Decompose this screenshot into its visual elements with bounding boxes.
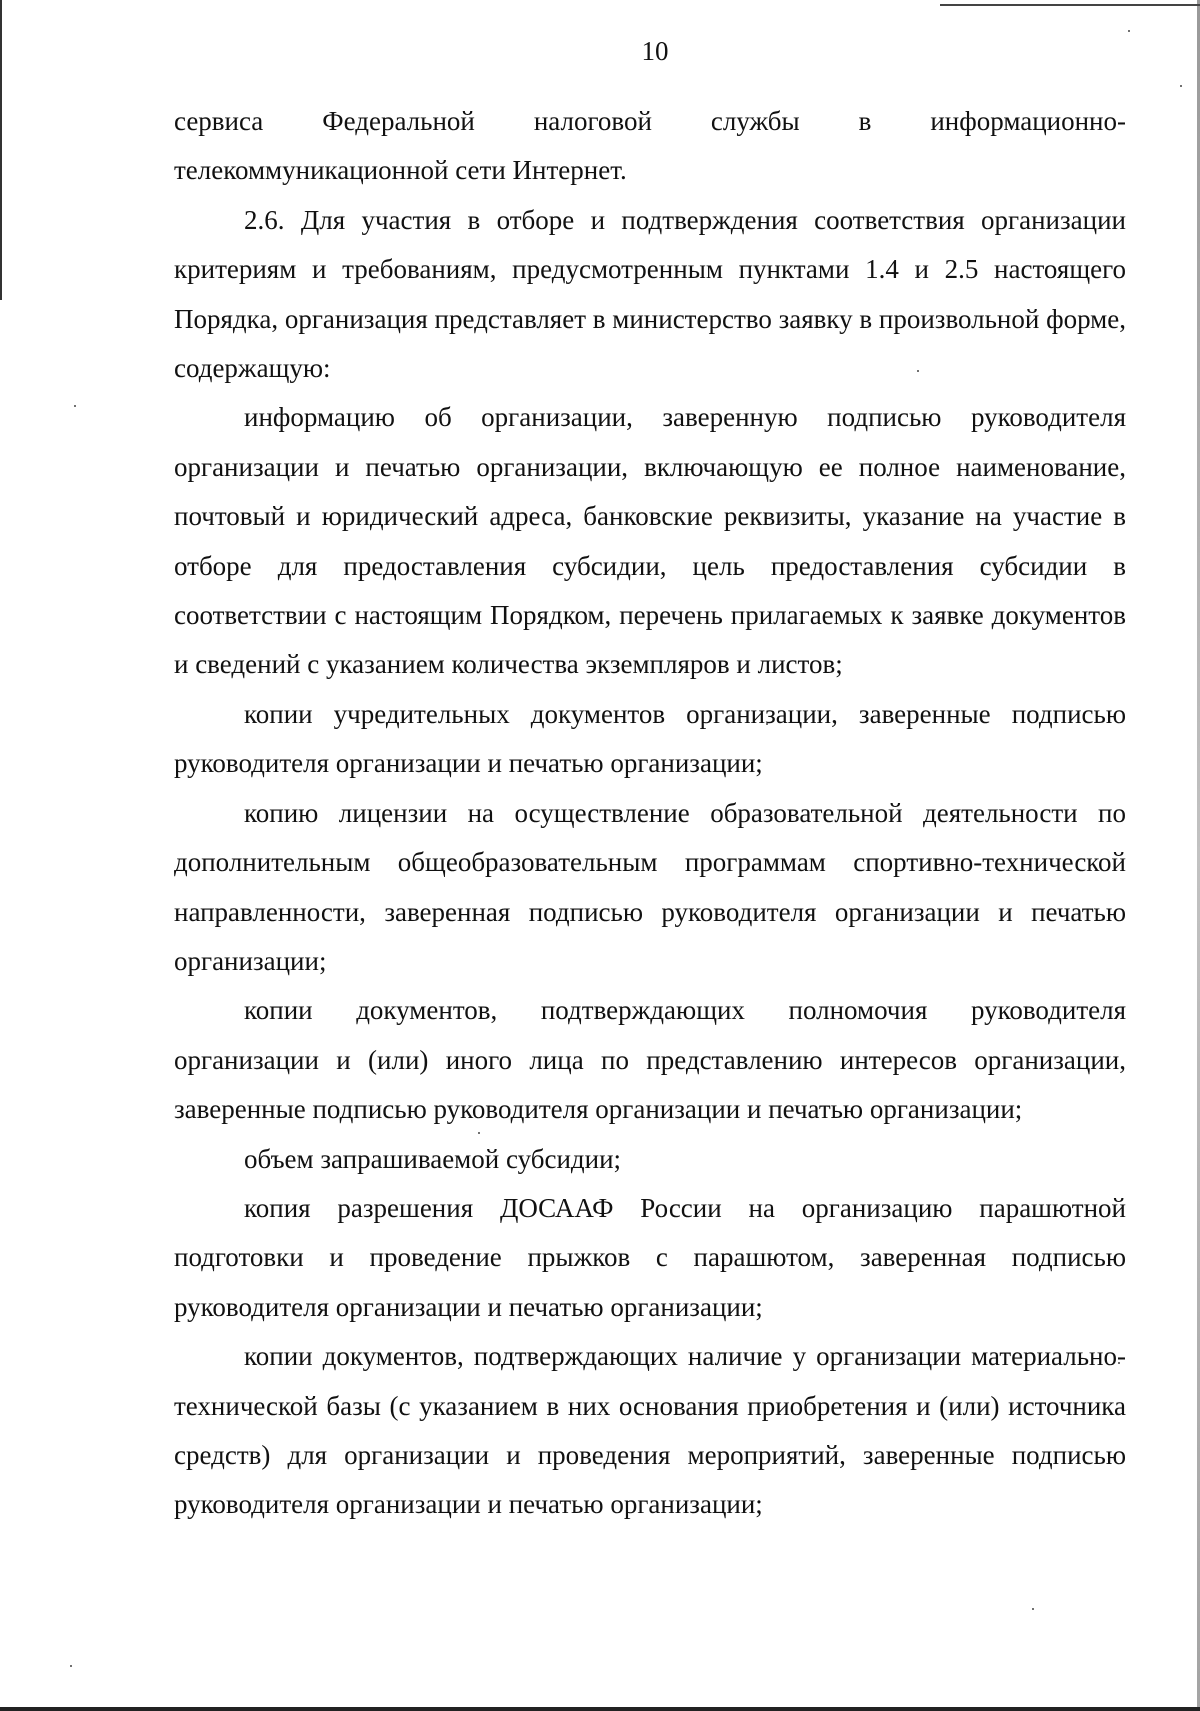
scan-speck	[1180, 85, 1182, 87]
paragraph-continuation: сервиса Федеральной налоговой службы в информационно-телекоммуникационной сети Интернет.	[174, 106, 1126, 186]
scan-speck	[1128, 30, 1130, 32]
scan-edge-top	[940, 4, 1200, 6]
paragraph-org-info: информацию об организации, заверенную подписью руководителя организации и печатью организации, включающую ее полное наименование, почтовый и юридический адреса, банковские реквизиты, указание на участие в отборе для предоставления субсидии, цель предоставления субсидии в соответствии с настоящим Порядком, перечень прилагаемых к заявке документов и сведений с указанием количества экземпляров и листов;	[174, 402, 1126, 680]
paragraph-license: копию лицензии на осуществление образовательной деятельности по дополнительным общеобразовательным программам спортивно-технической направленности, заверенная подписью руководителя организации и печатью организации;	[174, 797, 1126, 976]
paragraph-subsidy-amount: объем запрашиваемой субсидии;	[244, 1143, 622, 1174]
paragraph-material-base: копии документов, подтверждающих наличие у организации материально-технической базы (с указанием в них основания приобретения и (или) источника средств) для организации и проведения мероприятий, заверенные подписью руководителя организации и печатью организации;	[174, 1341, 1126, 1520]
paragraph-founding-docs: копии учредительных документов организации, заверенные подписью руководителя организации и печатью организации;	[174, 698, 1126, 779]
document-body	[174, 97, 1126, 1530]
paragraph-authority-docs: копии документов, подтверждающих полномочия руководителя организации и (или) иного лица по представлению интересов организации, заверенные подписью руководителя организации и печатью организации;	[174, 995, 1126, 1125]
paragraph-dosaaf-permit: копия разрешения ДОСААФ России на организацию парашютной подготовки и проведение прыжков с парашютом, заверенная подписью руководителя организации и печатью организации;	[174, 1192, 1126, 1322]
page-number: 10	[641, 36, 669, 66]
scan-speck	[1032, 1608, 1034, 1610]
scan-edge-bottom	[0, 1707, 1200, 1711]
scan-speck	[74, 405, 76, 407]
paragraph-clause-2-6: 2.6. Для участия в отборе и подтверждения соответствия организации критериям и требованиям, предусмотренным пунктами 1.4 и 2.5 настоящего Порядка, организация представляет в министерство заявку в произвольной форме, содержащую:	[174, 204, 1126, 384]
scan-speck	[70, 1665, 72, 1667]
